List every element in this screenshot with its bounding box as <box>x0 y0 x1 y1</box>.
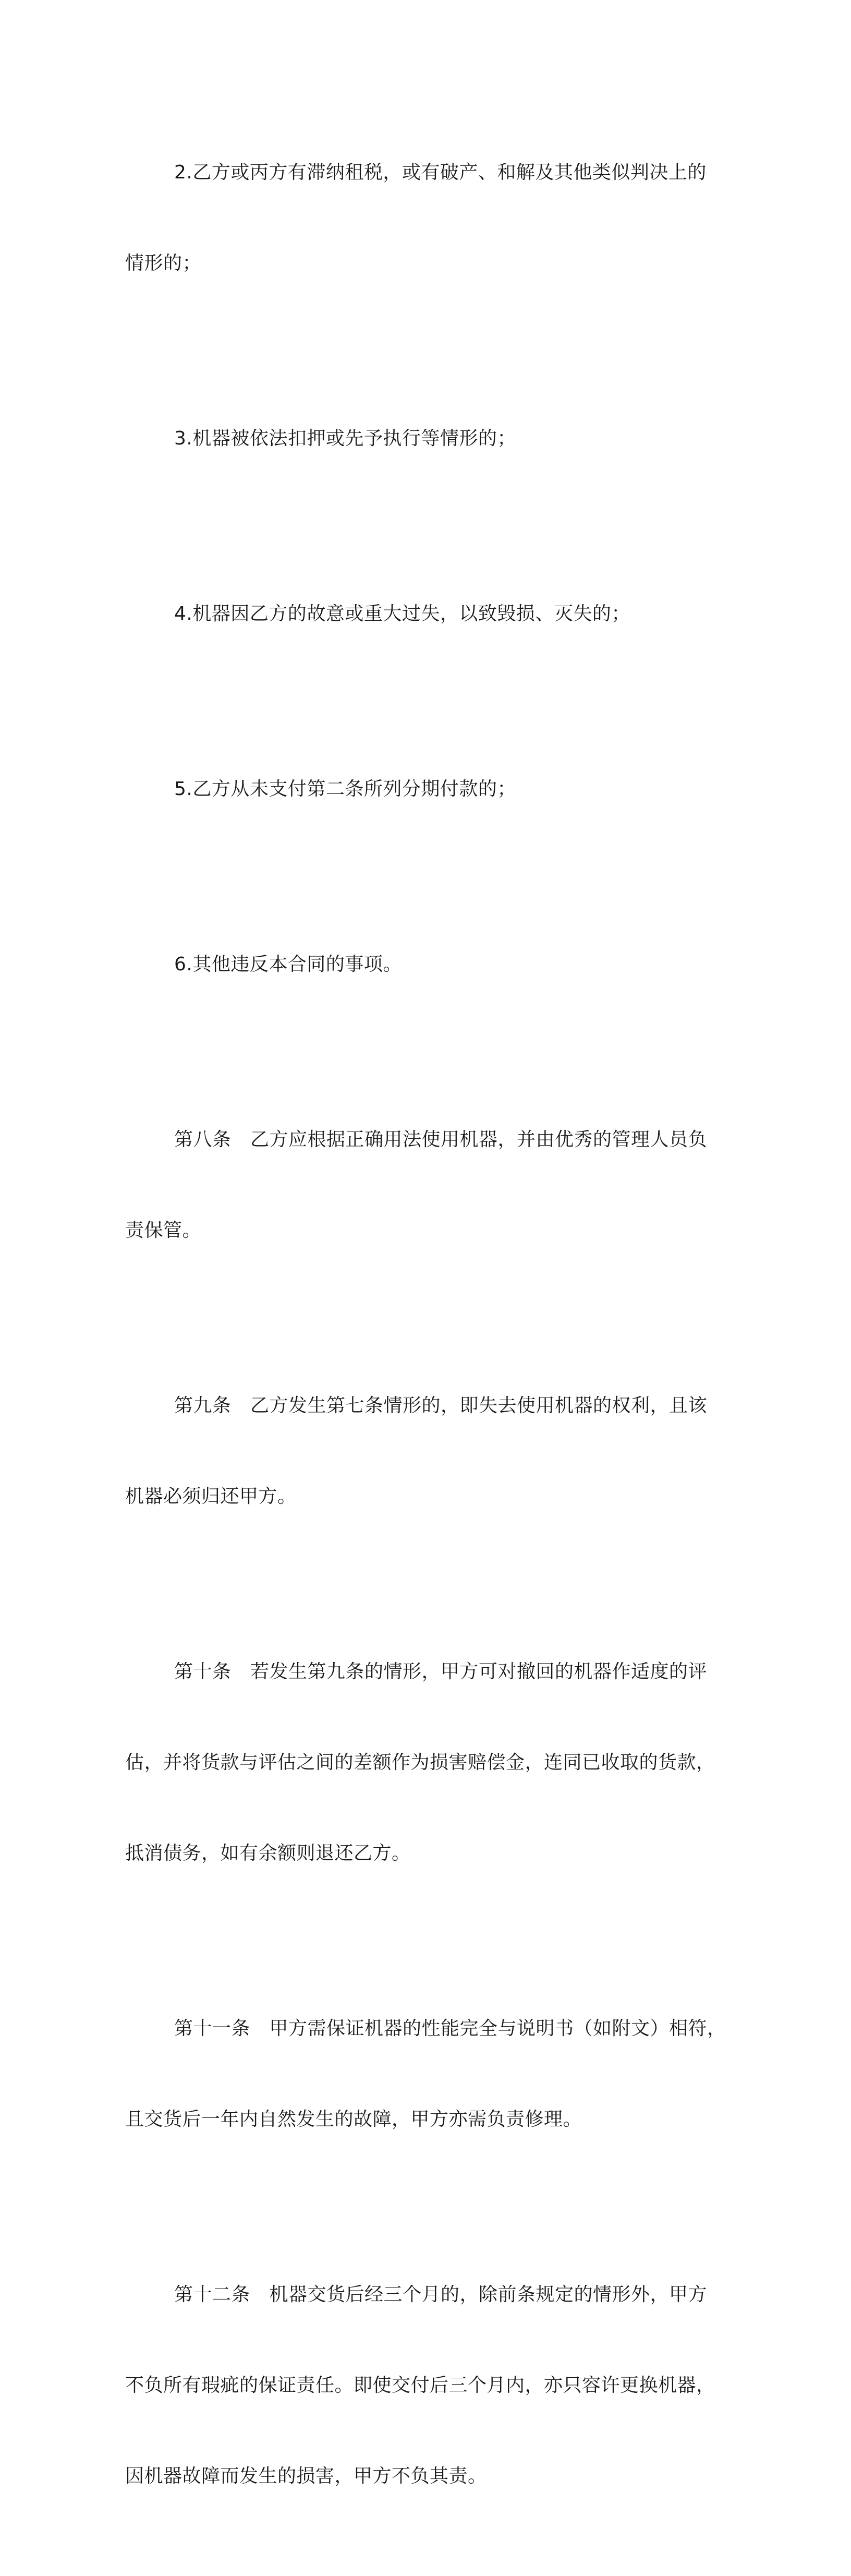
text-line: 4.机器因乙方的故意或重大过失，以致毁损、灭失的； <box>174 603 630 624</box>
text-line: 2.乙方或丙方有滞纳租税，或有破产、和解及其他类似判决上的 <box>174 162 707 183</box>
clause-item-6 <box>125 889 730 1040</box>
article-10 <box>125 1596 730 1929</box>
document-page <box>125 97 730 2576</box>
text-line: 第八条 乙方应根据正确用法使用机器，并由优秀的管理人员负 <box>174 1129 708 1150</box>
text-line: 且交货后一年内自然发生的故障，甲方亦需负责修理。 <box>125 2109 582 2130</box>
text-line: 情形的； <box>125 252 202 274</box>
text-line: 3.机器被依法扣押或先予执行等情形的； <box>174 428 516 449</box>
text-line: 6.其他违反本合同的事项。 <box>174 954 402 975</box>
clause-item-3 <box>125 363 730 514</box>
text-line: 第九条 乙方发生第七条情形的，即失去使用机器的权利，且该 <box>174 1395 708 1416</box>
text-line: 第十二条 机器交货后经三个月的，除前条规定的情形外，甲方 <box>174 2284 708 2305</box>
article-9 <box>125 1330 730 1572</box>
text-line: 机器必须归还甲方。 <box>125 1486 297 1507</box>
article-8 <box>125 1064 730 1306</box>
article-12 <box>125 2219 730 2552</box>
article-11 <box>125 1953 730 2195</box>
text-line: 责保管。 <box>125 1220 202 1241</box>
clause-item-5 <box>125 714 730 865</box>
text-line: 抵消债务，如有余额则退还乙方。 <box>125 1843 411 1864</box>
text-line: 估，并将货款与评估之间的差额作为损害赔偿金，连同已收取的货款， <box>125 1752 715 1773</box>
clause-item-4 <box>125 538 730 690</box>
text-line: 因机器故障而发生的损害，甲方不负其责。 <box>125 2465 487 2487</box>
clause-item-2 <box>125 97 730 339</box>
text-line: 不负所有瑕疵的保证责任。即使交付后三个月内，亦只容许更换机器， <box>125 2375 715 2396</box>
text-line: 第十一条 甲方需保证机器的性能完全与说明书（如附文）相符， <box>174 2018 726 2039</box>
text-line: 5.乙方从未支付第二条所列分期付款的； <box>174 778 516 800</box>
text-line: 第十条 若发生第九条的情形，甲方可对撤回的机器作适度的评 <box>174 1661 708 1682</box>
